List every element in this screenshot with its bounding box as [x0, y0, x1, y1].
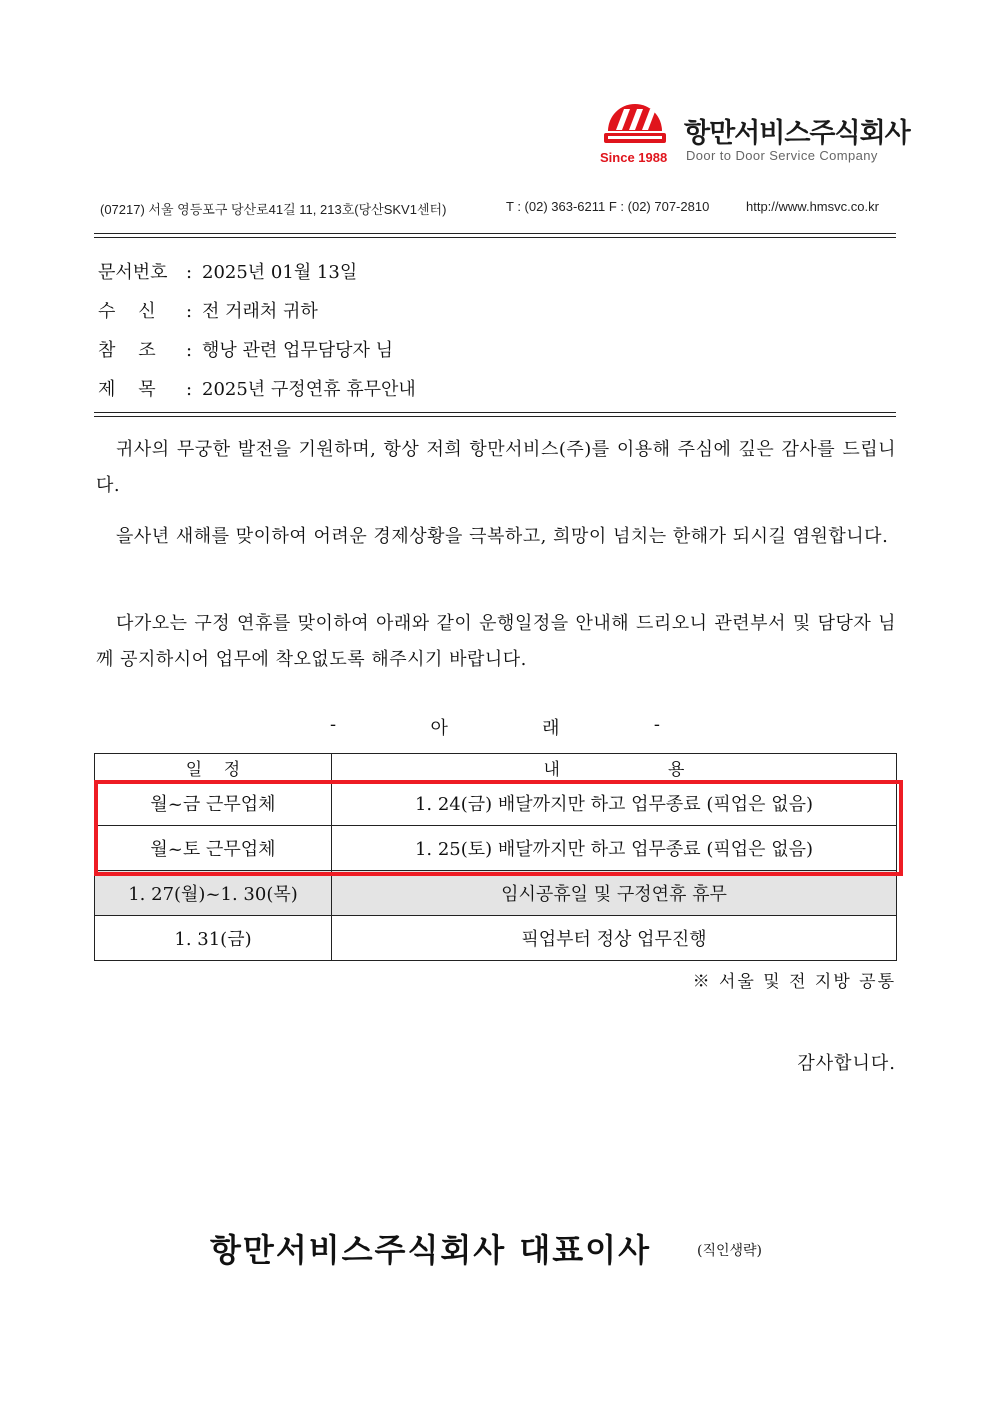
heading-char: 아 [430, 718, 448, 739]
highlight-box [94, 780, 903, 876]
meta-label: 수 신 [98, 301, 156, 322]
table-row [95, 871, 897, 916]
meta-value: 2025년 구정연휴 휴무안내 [202, 379, 416, 400]
closing-text: 감사합니다. [797, 1053, 896, 1074]
table-note: ※ 서울 및 전 지방 공통 [692, 972, 896, 992]
body-paragraph: 다가오는 구정 연휴를 맞이하여 아래와 같이 운행일정을 안내해 드리오니 관련부서 및 담당자 님께 공지하시어 업무에 착오없도록 해주시기 바랍니다. [96, 613, 896, 670]
meta-row-subject: 제 목 : 2025년 구정연휴 휴무안내 [98, 375, 416, 401]
table-cell-content: 픽업부터 정상 업무진행 [332, 916, 897, 961]
heading-char: 래 [542, 718, 560, 739]
meta-value: 행낭 관련 업무담당자 님 [202, 340, 394, 361]
meta-row-recipient: 수 신 : 전 거래처 귀하 [98, 297, 318, 323]
company-website[interactable]: http://www.hmsvc.co.kr [746, 199, 879, 214]
table-header-cell: 일 정 [95, 754, 332, 781]
table-cell-content: 1. 25(토) 배달까지만 하고 업무종료 (픽업은 없음) [332, 826, 897, 871]
signature-line: 항만서비스주식회사 대표이사 [210, 1231, 651, 1269]
company-name-korean: 항만서비스주식회사 [684, 118, 910, 149]
heading-dash: - [653, 714, 660, 735]
table-row [95, 916, 897, 961]
table-header-row [95, 754, 897, 781]
divider-line [94, 237, 896, 238]
table-cell-date: 월~토 근무업체 [95, 826, 332, 871]
meta-label: 참 조 [98, 340, 156, 361]
divider-line [94, 233, 896, 234]
seal-omitted-note: (직인생략) [697, 1243, 763, 1259]
heading-dash: - [330, 714, 337, 735]
meta-label: 제 목 [98, 379, 156, 400]
table-header-cell: 내 용 [332, 754, 897, 781]
divider-line [94, 416, 896, 417]
table-cell-content: 임시공휴일 및 구정연휴 휴무 [332, 871, 897, 916]
divider-line [94, 412, 896, 413]
table-cell-date: 1. 27(월)~1. 30(목) [95, 871, 332, 916]
meta-label: 문서번호 [98, 262, 168, 283]
section-heading-below [330, 714, 660, 740]
body-paragraph: 귀사의 무궁한 발전을 기원하며, 항상 저희 항만서비스(주)를 이용해 주심에 깊은 감사를 드립니다. [96, 439, 896, 496]
meta-row-reference: 참 조 : 행낭 관련 업무담당자 님 [98, 336, 393, 362]
table-cell-date: 월~금 근무업체 [95, 781, 332, 826]
body-paragraph: 을사년 새해를 맞이하여 어려운 경제상황을 극복하고, 희망이 넘치는 한해가 되시길 염원합니다. [116, 526, 889, 547]
table-cell-content: 1. 24(금) 배달까지만 하고 업무종료 (픽업은 없음) [332, 781, 897, 826]
company-address: (07217) 서울 영등포구 당산로41길 11, 213호(당산SKV1센터) [100, 202, 447, 217]
meta-value: 2025년 01월 13일 [202, 262, 358, 283]
company-phone-fax: T : (02) 363-6211 F : (02) 707-2810 [506, 199, 710, 214]
meta-value: 전 거래처 귀하 [202, 301, 318, 322]
table-cell-date: 1. 31(금) [95, 916, 332, 961]
meta-row-document-number: 문서번호 : 2025년 01월 13일 [98, 258, 357, 284]
since-label: Since 1988 [600, 150, 668, 165]
company-tagline: Door to Door Service Company [686, 148, 878, 163]
company-logo-icon [602, 97, 668, 151]
